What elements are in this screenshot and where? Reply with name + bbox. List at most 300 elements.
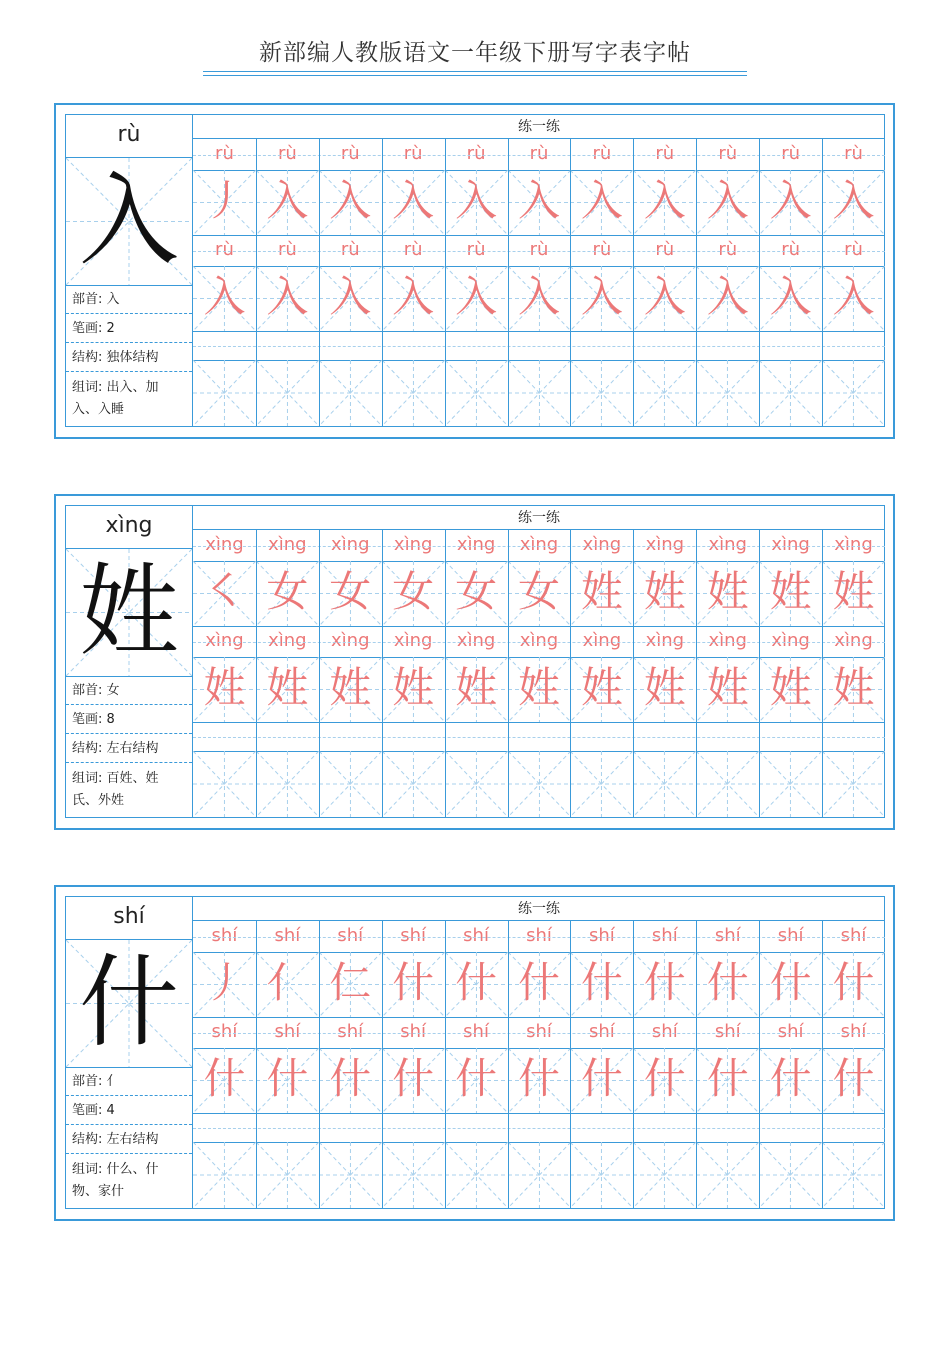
blank-writing-cell[interactable] — [759, 751, 822, 817]
trace-cell — [759, 266, 822, 331]
pinyin-cell: shí — [211, 1021, 238, 1042]
column-divider — [256, 530, 257, 817]
trace-glyph: ㇛ — [203, 567, 246, 616]
column-divider — [256, 921, 257, 1208]
trace-cell — [445, 266, 508, 331]
trace-glyph: 入 — [832, 176, 875, 225]
blank-writing-cell[interactable] — [382, 1142, 445, 1208]
pinyin-cell: xìng — [393, 534, 433, 555]
blank-writing-cell[interactable] — [696, 360, 759, 426]
pinyin-cell: rù — [466, 143, 486, 164]
trace-glyph: 姓 — [832, 567, 875, 616]
pinyin-cell: xìng — [582, 630, 622, 651]
trace-cell — [319, 657, 382, 722]
pinyin-cell: shí — [274, 1021, 301, 1042]
trace-cell — [319, 1048, 382, 1113]
pinyin-cell: xìng — [456, 534, 496, 555]
blank-writing-cell[interactable] — [382, 751, 445, 817]
pinyin-cell: rù — [466, 239, 486, 260]
pinyin-cell: rù — [215, 143, 234, 164]
pinyin-cell: rù — [592, 239, 612, 260]
pinyin-cell: shí — [211, 925, 238, 946]
radical-label: 部首: 入 — [66, 286, 192, 314]
column-divider — [759, 921, 760, 1208]
trace-glyph: 什 — [266, 1054, 309, 1103]
blank-writing-cell[interactable] — [822, 751, 885, 817]
pinyin-cell: xìng — [771, 534, 810, 555]
column-divider — [508, 139, 509, 426]
pinyin-cell: xìng — [708, 630, 747, 651]
trace-glyph: 姓 — [769, 663, 812, 712]
guide-line — [193, 1033, 885, 1034]
trace-cell — [822, 952, 885, 1017]
trace-cell — [382, 1048, 445, 1113]
words-line: 组词: 什么、什 — [72, 1162, 159, 1177]
info-column — [66, 897, 193, 1208]
blank-writing-cell[interactable] — [445, 360, 508, 426]
trace-cell — [822, 1048, 885, 1113]
trace-glyph: 入 — [329, 272, 372, 321]
trace-cell — [508, 170, 571, 235]
pinyin-cell: shí — [651, 1021, 678, 1042]
blank-writing-cell[interactable] — [633, 751, 696, 817]
trace-cell — [382, 952, 445, 1017]
card-frame — [65, 505, 885, 818]
words-line: 物、家什 — [72, 1184, 125, 1199]
trace-glyph: 姓 — [517, 663, 560, 712]
column-divider — [570, 530, 571, 817]
pinyin-cell: rù — [781, 239, 801, 260]
column-divider — [382, 139, 383, 426]
pinyin-cell: xìng — [331, 534, 370, 555]
blank-writing-cell[interactable] — [382, 360, 445, 426]
blank-writing-cell[interactable] — [256, 1142, 319, 1208]
guide-line — [193, 642, 885, 643]
character-card — [54, 494, 895, 830]
trace-cell — [759, 561, 822, 626]
trace-glyph: 姓 — [769, 567, 812, 616]
column-divider — [822, 921, 823, 1208]
trace-cell — [696, 1048, 759, 1113]
pinyin-cell: xìng — [393, 630, 433, 651]
trace-cell — [822, 170, 885, 235]
info-column — [66, 506, 193, 817]
column-divider — [382, 530, 383, 817]
column-divider — [319, 921, 320, 1208]
title-underline — [203, 75, 747, 76]
trace-cell — [570, 952, 633, 1017]
pinyin-cell: shí — [526, 925, 552, 946]
trace-glyph: 入 — [643, 272, 686, 321]
blank-writing-cell[interactable] — [445, 1142, 508, 1208]
stroke-count-label: 笔画: 4 — [66, 1097, 192, 1125]
pinyin-cell: xìng — [834, 630, 873, 651]
column-divider — [319, 530, 320, 817]
pinyin-cell: xìng — [582, 534, 622, 555]
trace-cell — [256, 1048, 319, 1113]
trace-cell — [633, 952, 696, 1017]
trace-cell — [445, 657, 508, 722]
blank-writing-cell[interactable] — [633, 1142, 696, 1208]
trace-cell — [445, 952, 508, 1017]
trace-cell — [256, 561, 319, 626]
trace-cell — [570, 657, 633, 722]
trace-cell — [256, 657, 319, 722]
character-card — [54, 885, 895, 1221]
pinyin-cell: shí — [337, 1021, 364, 1042]
trace-cell — [759, 1048, 822, 1113]
pinyin-cell: rù — [844, 143, 863, 164]
trace-cell — [822, 561, 885, 626]
trace-cell — [319, 266, 382, 331]
blank-writing-cell[interactable] — [193, 751, 256, 817]
pinyin-cell: shí — [400, 925, 427, 946]
trace-cell — [822, 657, 885, 722]
card-frame — [65, 114, 885, 427]
pinyin-cell: shí — [463, 925, 489, 946]
column-divider — [508, 530, 509, 817]
radical-label: 部首: 女 — [66, 677, 192, 705]
words-label — [66, 1155, 192, 1208]
structure-label: 结构: 独体结构 — [66, 344, 192, 372]
practice-header: 练一练 — [193, 897, 885, 921]
blank-writing-cell[interactable] — [508, 751, 571, 817]
practice-header: 练一练 — [193, 115, 885, 139]
trace-cell — [759, 170, 822, 235]
pinyin-cell: shí — [840, 925, 867, 946]
trace-cell — [696, 170, 759, 235]
trace-glyph: 入 — [266, 272, 309, 321]
pinyin-cell: shí — [777, 1021, 804, 1042]
trace-cell — [570, 266, 633, 331]
trace-glyph: 入 — [643, 176, 686, 225]
pinyin-cell: xìng — [456, 630, 496, 651]
blank-writing-cell[interactable] — [759, 360, 822, 426]
trace-glyph: 入 — [329, 176, 372, 225]
pinyin-cell: shí — [589, 925, 615, 946]
trace-glyph: 入 — [392, 176, 435, 225]
pinyin-cell: rù — [592, 143, 612, 164]
pinyin-cell: rù — [403, 239, 423, 260]
main-character: 入 — [79, 162, 179, 279]
main-char-box — [66, 940, 192, 1068]
trace-glyph: 什 — [769, 958, 812, 1007]
structure-label: 结构: 左右结构 — [66, 735, 192, 763]
info-column — [66, 115, 193, 426]
trace-glyph: 入 — [455, 176, 498, 225]
column-divider — [696, 921, 697, 1208]
trace-cell — [633, 1048, 696, 1113]
trace-cell — [508, 952, 571, 1017]
blank-writing-cell[interactable] — [508, 1142, 571, 1208]
words-label — [66, 373, 192, 426]
trace-glyph: 入 — [203, 272, 246, 321]
trace-cell — [759, 657, 822, 722]
trace-glyph: 什 — [832, 1054, 875, 1103]
pinyin-cell: shí — [526, 1021, 552, 1042]
practice-area — [193, 506, 885, 817]
column-divider — [319, 139, 320, 426]
blank-writing-cell[interactable] — [193, 360, 256, 426]
trace-glyph: 女 — [392, 567, 435, 616]
trace-glyph: 什 — [832, 958, 875, 1007]
trace-cell — [256, 952, 319, 1017]
trace-glyph: 姓 — [455, 663, 498, 712]
pinyin-cell: rù — [340, 239, 360, 260]
trace-glyph: 姓 — [832, 663, 875, 712]
column-divider — [382, 921, 383, 1208]
blank-writing-cell[interactable] — [822, 360, 885, 426]
column-divider — [445, 139, 446, 426]
guide-line — [193, 546, 885, 547]
trace-cell — [193, 657, 256, 722]
guide-line — [193, 251, 885, 252]
trace-cell — [570, 170, 633, 235]
blank-writing-cell[interactable] — [319, 1142, 382, 1208]
trace-cell — [508, 266, 571, 331]
trace-glyph: 女 — [455, 567, 498, 616]
words-line: 组词: 出入、加 — [72, 380, 159, 395]
trace-cell — [319, 952, 382, 1017]
trace-cell — [319, 170, 382, 235]
column-divider — [633, 921, 634, 1208]
trace-glyph: 丿 — [203, 176, 246, 225]
pinyin-cell: rù — [529, 239, 549, 260]
radical-label: 部首: 亻 — [66, 1068, 192, 1096]
pinyin-cell: shí — [274, 925, 301, 946]
trace-glyph: 什 — [392, 958, 435, 1007]
pinyin-cell: xìng — [519, 630, 559, 651]
trace-cell — [193, 952, 256, 1017]
trace-cell — [508, 657, 571, 722]
pinyin-cell: shí — [651, 925, 678, 946]
column-divider — [508, 921, 509, 1208]
trace-cell — [382, 561, 445, 626]
trace-cell — [256, 266, 319, 331]
words-line: 组词: 百姓、姓 — [72, 771, 159, 786]
trace-glyph: 女 — [517, 567, 560, 616]
guide-line — [193, 1128, 885, 1129]
trace-glyph: 女 — [266, 567, 309, 616]
trace-glyph: 仁 — [329, 958, 372, 1007]
trace-glyph: 什 — [643, 1054, 686, 1103]
column-divider — [633, 530, 634, 817]
pinyin-cell: rù — [403, 143, 423, 164]
trace-cell — [633, 170, 696, 235]
pinyin-cell: xìng — [205, 534, 244, 555]
column-divider — [759, 139, 760, 426]
blank-writing-cell[interactable] — [319, 751, 382, 817]
trace-cell — [382, 170, 445, 235]
words-label — [66, 764, 192, 817]
trace-glyph: 亻 — [266, 958, 309, 1007]
stroke-count-label: 笔画: 8 — [66, 706, 192, 734]
stroke-count-label: 笔画: 2 — [66, 315, 192, 343]
blank-writing-cell[interactable] — [256, 360, 319, 426]
column-divider — [445, 921, 446, 1208]
trace-glyph: 姓 — [643, 567, 686, 616]
blank-writing-cell[interactable] — [256, 751, 319, 817]
pinyin-cell: xìng — [268, 630, 307, 651]
pinyin-cell: rù — [718, 143, 738, 164]
trace-glyph: 入 — [266, 176, 309, 225]
trace-glyph: 什 — [706, 958, 749, 1007]
column-divider — [822, 139, 823, 426]
pinyin-cell: xìng — [708, 534, 747, 555]
trace-glyph: 入 — [832, 272, 875, 321]
practice-header: 练一练 — [193, 506, 885, 530]
trace-glyph: 姓 — [392, 663, 435, 712]
trace-cell — [633, 657, 696, 722]
trace-cell — [570, 561, 633, 626]
trace-cell — [193, 266, 256, 331]
pinyin-cell: rù — [277, 239, 297, 260]
main-character: 姓 — [79, 553, 179, 670]
column-divider — [445, 530, 446, 817]
guide-line — [193, 937, 885, 938]
trace-cell — [193, 561, 256, 626]
trace-cell — [193, 170, 256, 235]
trace-cell — [319, 561, 382, 626]
pinyin-cell: xìng — [519, 534, 559, 555]
pinyin-cell: xìng — [834, 534, 873, 555]
blank-writing-cell[interactable] — [570, 360, 633, 426]
pinyin-cell: xìng — [268, 534, 307, 555]
pinyin-cell: rù — [844, 239, 863, 260]
pinyin-cell: shí — [337, 925, 364, 946]
blank-writing-cell[interactable] — [633, 360, 696, 426]
blank-writing-cell[interactable] — [759, 1142, 822, 1208]
trace-glyph: 入 — [517, 176, 560, 225]
blank-writing-cell[interactable] — [570, 751, 633, 817]
practice-grid — [193, 530, 885, 817]
blank-writing-cell[interactable] — [696, 751, 759, 817]
trace-cell — [822, 266, 885, 331]
trace-glyph: 入 — [769, 176, 812, 225]
trace-cell — [570, 1048, 633, 1113]
practice-grid — [193, 921, 885, 1208]
pinyin-cell: rù — [655, 239, 675, 260]
pinyin-cell: shí — [840, 1021, 867, 1042]
card-frame — [65, 896, 885, 1209]
trace-glyph: 入 — [392, 272, 435, 321]
trace-cell — [508, 561, 571, 626]
trace-cell — [759, 952, 822, 1017]
main-character: 什 — [79, 944, 179, 1061]
pinyin-cell: shí — [400, 1021, 427, 1042]
trace-cell — [633, 561, 696, 626]
trace-glyph: 入 — [517, 272, 560, 321]
pinyin-cell: rù — [529, 143, 549, 164]
guide-line — [193, 155, 885, 156]
trace-glyph: 入 — [455, 272, 498, 321]
trace-cell — [508, 1048, 571, 1113]
main-char-box — [66, 549, 192, 677]
blank-writing-cell[interactable] — [508, 360, 571, 426]
trace-glyph: 什 — [643, 958, 686, 1007]
practice-area — [193, 115, 885, 426]
trace-cell — [445, 561, 508, 626]
pinyin-cell: xìng — [645, 630, 685, 651]
character-card — [54, 103, 895, 439]
trace-glyph: 姓 — [266, 663, 309, 712]
trace-glyph: 入 — [580, 272, 623, 321]
blank-writing-cell[interactable] — [696, 1142, 759, 1208]
words-line: 氏、外姓 — [72, 793, 125, 808]
column-divider — [759, 530, 760, 817]
column-divider — [570, 139, 571, 426]
trace-glyph: 什 — [329, 1054, 372, 1103]
pinyin-cell: xìng — [771, 630, 810, 651]
blank-writing-cell[interactable] — [445, 751, 508, 817]
guide-line — [193, 346, 885, 347]
trace-cell — [633, 266, 696, 331]
trace-glyph: 丿 — [203, 958, 246, 1007]
trace-cell — [696, 657, 759, 722]
pinyin-cell: rù — [215, 239, 234, 260]
trace-cell — [193, 1048, 256, 1113]
trace-cell — [696, 952, 759, 1017]
main-pinyin: xìng — [66, 506, 192, 549]
page-title: 新部编人教版语文一年级下册写字表字帖 — [259, 40, 691, 66]
pinyin-cell: xìng — [205, 630, 244, 651]
trace-glyph: 什 — [769, 1054, 812, 1103]
pinyin-cell: xìng — [331, 630, 370, 651]
title-underline — [203, 71, 747, 72]
column-divider — [256, 139, 257, 426]
column-divider — [633, 139, 634, 426]
guide-line — [193, 737, 885, 738]
trace-cell — [382, 657, 445, 722]
main-char-box — [66, 158, 192, 286]
pinyin-cell: rù — [718, 239, 738, 260]
trace-glyph: 姓 — [580, 567, 623, 616]
trace-glyph: 入 — [706, 272, 749, 321]
main-pinyin: shí — [66, 897, 192, 940]
pinyin-cell: rù — [655, 143, 675, 164]
column-divider — [822, 530, 823, 817]
trace-cell — [382, 266, 445, 331]
blank-writing-cell[interactable] — [319, 360, 382, 426]
trace-glyph: 什 — [455, 1054, 498, 1103]
blank-writing-cell[interactable] — [570, 1142, 633, 1208]
trace-cell — [256, 170, 319, 235]
pinyin-cell: shí — [589, 1021, 615, 1042]
trace-glyph: 什 — [203, 1054, 246, 1103]
practice-grid — [193, 139, 885, 426]
trace-glyph: 什 — [392, 1054, 435, 1103]
main-pinyin: rù — [66, 115, 192, 158]
trace-glyph: 什 — [517, 958, 560, 1007]
trace-glyph: 什 — [580, 1054, 623, 1103]
trace-cell — [696, 561, 759, 626]
trace-cell — [445, 170, 508, 235]
trace-glyph: 姓 — [643, 663, 686, 712]
trace-glyph: 姓 — [706, 663, 749, 712]
pinyin-cell: rù — [781, 143, 801, 164]
pinyin-cell: shí — [463, 1021, 489, 1042]
trace-cell — [696, 266, 759, 331]
blank-writing-cell[interactable] — [193, 1142, 256, 1208]
pinyin-cell: rù — [277, 143, 297, 164]
trace-glyph: 姓 — [329, 663, 372, 712]
trace-glyph: 入 — [769, 272, 812, 321]
trace-glyph: 入 — [706, 176, 749, 225]
pinyin-cell: shí — [777, 925, 804, 946]
blank-writing-cell[interactable] — [822, 1142, 885, 1208]
column-divider — [696, 530, 697, 817]
trace-glyph: 姓 — [706, 567, 749, 616]
